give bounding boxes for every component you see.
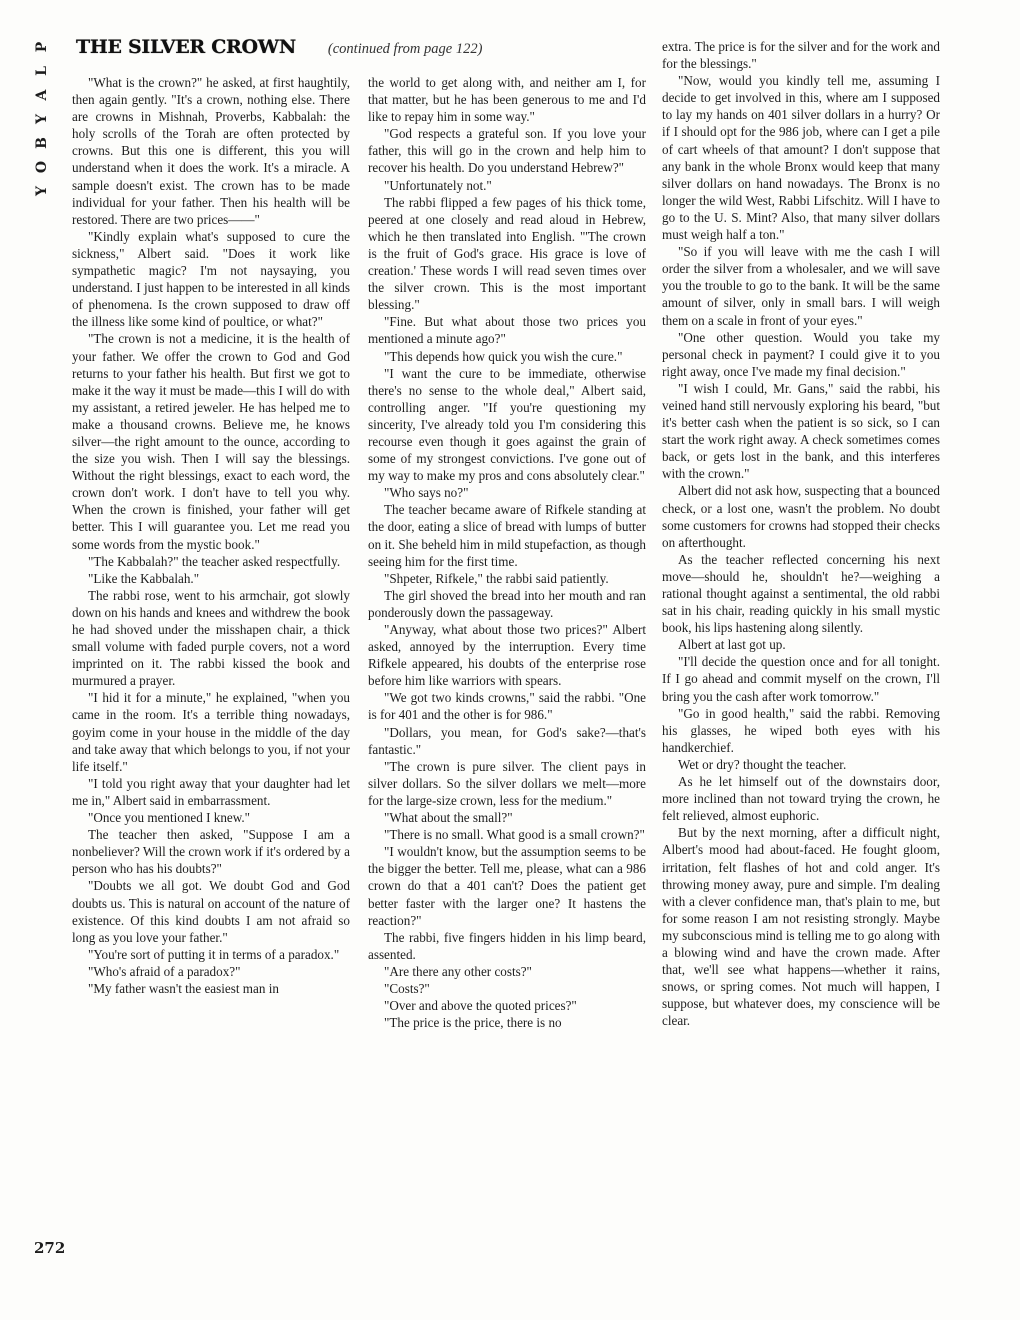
paragraph: "The Kabbalah?" the teacher asked respectfully. — [88, 553, 341, 569]
paragraph: "Once you mentioned I knew." — [88, 810, 251, 826]
paragraph: "I wish I could, Mr. Gans," said the rabbi, his veined hand still nervously exploring his beard, "but it's better cash when the patient is so sick, so I can start the work right away. A check sometimes comes back, or gets lost in the bank, and this interferes with the crown." — [662, 380, 940, 482]
text-column-1 — [72, 74, 350, 997]
paragraph: "Like the Kabbalah." — [88, 570, 200, 586]
paragraph: "Shpeter, Rifkele," the rabbi said patiently. — [384, 570, 609, 586]
paragraph: "Who's afraid of a paradox?" — [88, 963, 241, 979]
paragraph: Wet or dry? thought the teacher. — [678, 756, 847, 772]
paragraph: "I'll decide the question once and for all tonight. If I go ahead and commit myself on the crown, I'll bring you the cash after work tomorrow." — [662, 654, 940, 704]
paragraph: Albert did not ask how, suspecting that a bounced check, or a lost one, wasn't the problem. No doubt some customers for crowns had stopped their checks on afterthought. — [662, 483, 940, 550]
paragraph: "What about the small?" — [384, 810, 513, 826]
paragraph: "Unfortunately not." — [384, 177, 492, 193]
paragraph: "I told you right away that your daughter had let me in," Albert said in embarrassment. — [72, 775, 350, 808]
text-column-2 — [368, 74, 646, 1031]
paragraph: "There is no small. What good is a small crown?" — [384, 827, 645, 843]
article-title: THE SILVER CROWN — [76, 36, 296, 58]
paragraph: "Go in good health," said the rabbi. Removing his glasses, he wiped both eyes with his handkerchief. — [662, 705, 940, 755]
paragraph: "God respects a grateful son. If you love your father, this will go in the crown and help him to recover his health. Do you understand Hebrew?" — [368, 126, 646, 176]
side-letter: L — [34, 66, 50, 76]
paragraph: "I hid it for a minute," he explained, "when you came in the room. It's a terrible thing nowadays, goyim come in your house in the middle of the day and take away that which belongs to you, if not your life itself." — [72, 690, 350, 774]
side-letter: B — [34, 137, 50, 149]
paragraph: "Now, would you kindly tell me, assuming I decide to get involved in this, where am I supposed to lay my hands on 401 silver dollars in a hurry? Or if I should opt for the 986 job, where can I get a pile of cart wheels of that amount? I don't suppose that any bank in the whole Bronx would keep that many silver dollars on hand nowadays. The Bronx is no longer the wild West, Rabbi Lifschitz. Will I have to go to the U. S. Mint? Also, that many silver dollars must weigh half a ton." — [662, 73, 940, 243]
paragraph: "So if you will leave with me the cash I will order the silver from a wholesaler, and we will save you the trouble to go to the bank. It will be the same amount of silver, only in small bars. I will weigh them on a scale in front of your eyes." — [662, 244, 940, 328]
magazine-side-title — [30, 40, 54, 208]
side-letter: Y — [34, 114, 50, 124]
paragraph: "The crown is not a medicine, it is the health of your father. We offer the crown to God and God returns to your father his health. But first we got to make it the way it must be made—this I will do with my assistant, a retired jeweler. He has helped me to make a thousand crowns. Believe me, he knows silver—the right amount to the ounce, according to the size you wish. Then I will say the blessings. Without the right blessings, exact to each word, the crown don't work. I don't have to tell you why. When the crown is finished, your father will get better. This I will guarantee you. Let me read you some words from the mystic book." — [72, 331, 350, 552]
paragraph: But by the next morning, after a difficult night, Albert's mood had about-faced. He fought gloom, irritation, felt flashes of hot and cold anger. It's throwing money away, pure and simple. I'm dealing with a clever confidence man, that's plain to me, but for some reason I am not resisting strongly. Maybe my subconscious mind is telling me to go along with a blowing wind and have the crown made. After that, we'll see what happens—whether it rains, snows, or spring comes. Not much will happen, I suppose, but whatever does, my conscience will be clear. — [662, 825, 940, 1029]
paragraph: The rabbi flipped a few pages of his thick tome, peered at one closely and read aloud in Hebrew, which he then translated into English. "'The crown is the fruit of God's grace. His grace is love of creation.' These words I will read seven times over the silver crown. This is the most important blessing." — [368, 194, 646, 313]
paragraph: "The price is the price, there is no — [384, 1015, 562, 1031]
paragraph: the world to get along with, and neither am I, for that matter, but he has been generous to me and I'd like to repay him in some way." — [368, 75, 646, 125]
page-number: 272 — [34, 1239, 66, 1257]
paragraph: "Over and above the quoted prices?" — [384, 998, 577, 1014]
paragraph: "Dollars, you mean, for God's sake?—that's fantastic." — [368, 724, 646, 757]
paragraph: extra. The price is for the silver and for the work and for the blessings." — [662, 39, 940, 72]
paragraph: "The crown is pure silver. The client pays in silver dollars. So the silver dollars we melt—more for the large-size crown, less for the medium." — [368, 758, 646, 808]
paragraph: "One other question. Would you take my personal check in payment? I could give it to you right away, once I've made my final decision." — [662, 329, 940, 379]
paragraph: "Doubts we all got. We doubt God and God doubts us. This is natural on account of the nature of existence. Of this kind doubts I am not afraid so long as you love your father." — [72, 878, 350, 945]
paragraph: "What is the crown?" he asked, at first haughtily, then again gently. "It's a crown, nothing else. There are crowns in Mishnah, Proverbs, Kabbalah: the holy scrolls of the Torah are often protected by crowns. But this one is different, this you will understand when it does the work. It's a miracle. A sample doesn't exist. The crown has to be made individual for your father. Then his health will be restored. There are two prices——" — [72, 75, 350, 227]
paragraph: "Who says no?" — [384, 485, 469, 501]
paragraph: As the teacher reflected concerning his next move—should he, shouldn't he?—weighing a rational thought against a sentimental, the old rabbi sat in his chair, reading quickly in his small mystic book, his lips hastening along silently. — [662, 551, 940, 636]
paragraph: "I wouldn't know, but the assumption seems to be the bigger the better. Tell me, please, what can a 986 crown do that a 401 can't? Does the patient get better faster with the larger one? It hastens the reaction?" — [368, 844, 646, 928]
paragraph: "You're sort of putting it in terms of a paradox." — [88, 946, 340, 962]
paragraph: The rabbi, five fingers hidden in his limp beard, assented. — [368, 929, 646, 962]
paragraph: "Kindly explain what's supposed to cure the sickness," Albert said. "Does it work like sympathetic magic? I'm not naysaying, you understand. I just happen to be interested in all kinds of phenomena. Is the crown supposed to draw off the illness like some kind of poultice, or what?" — [72, 228, 350, 330]
paragraph: "I want the cure to be immediate, otherwise there's no sense to the whole deal," Albert said, controlling anger. "If you're questioning my sincerity, I've already told you I'm considering this recourse even though it goes against the grain of some of my strongest convictions. I've gone out of my way to make my pros and cons absolutely clear." — [368, 365, 646, 484]
side-letter: A — [34, 89, 50, 101]
continued-note: (continued from page 122) — [327, 41, 483, 57]
paragraph: "Anyway, what about those two prices?" Albert asked, annoyed by the interruption. Every time Rifkele appeared, his doubts of the enterprise rose before him like warriors with spears. — [368, 622, 646, 689]
paragraph: "Are there any other costs?" — [384, 963, 532, 979]
text-column-3 — [662, 38, 940, 1029]
paragraph: As he let himself out of the downstairs door, more inclined than not toward trying the crown, he felt relieved, almost euphoric. — [662, 774, 940, 824]
paragraph: The rabbi rose, went to his armchair, got slowly down on his hands and knees and withdrew the book he had shoved under the misshapen chair, a thick small volume with faded purple covers, not a word imprinted on it. The rabbi kissed the book and murmured a prayer. — [72, 587, 350, 689]
article-header — [76, 36, 636, 66]
paragraph: The teacher became aware of Rifkele standing at the door, eating a slice of bread with lumps of butter on it. She beheld him in mild stupefaction, as though seeing him for the first time. — [368, 502, 646, 569]
paragraph: "Costs?" — [384, 980, 430, 996]
paragraph: "This depends how quick you wish the cure." — [384, 348, 623, 364]
paragraph: Albert at last got up. — [678, 637, 786, 653]
paragraph: The girl shoved the bread into her mouth and ran ponderously down the passageway. — [368, 587, 646, 620]
side-letter: O — [34, 160, 50, 174]
side-letter: P — [34, 41, 50, 53]
side-letter: Y — [34, 186, 50, 196]
paragraph: "My father wasn't the easiest man in — [88, 980, 279, 996]
paragraph: "We got two kinds crowns," said the rabbi. "One is for 401 and the other is for 986." — [368, 690, 646, 723]
paragraph: The teacher then asked, "Suppose I am a nonbeliever? Will the crown work if it's ordered by a person who has his doubts?" — [72, 827, 350, 877]
paragraph: "Fine. But what about those two prices you mentioned a minute ago?" — [368, 314, 646, 347]
